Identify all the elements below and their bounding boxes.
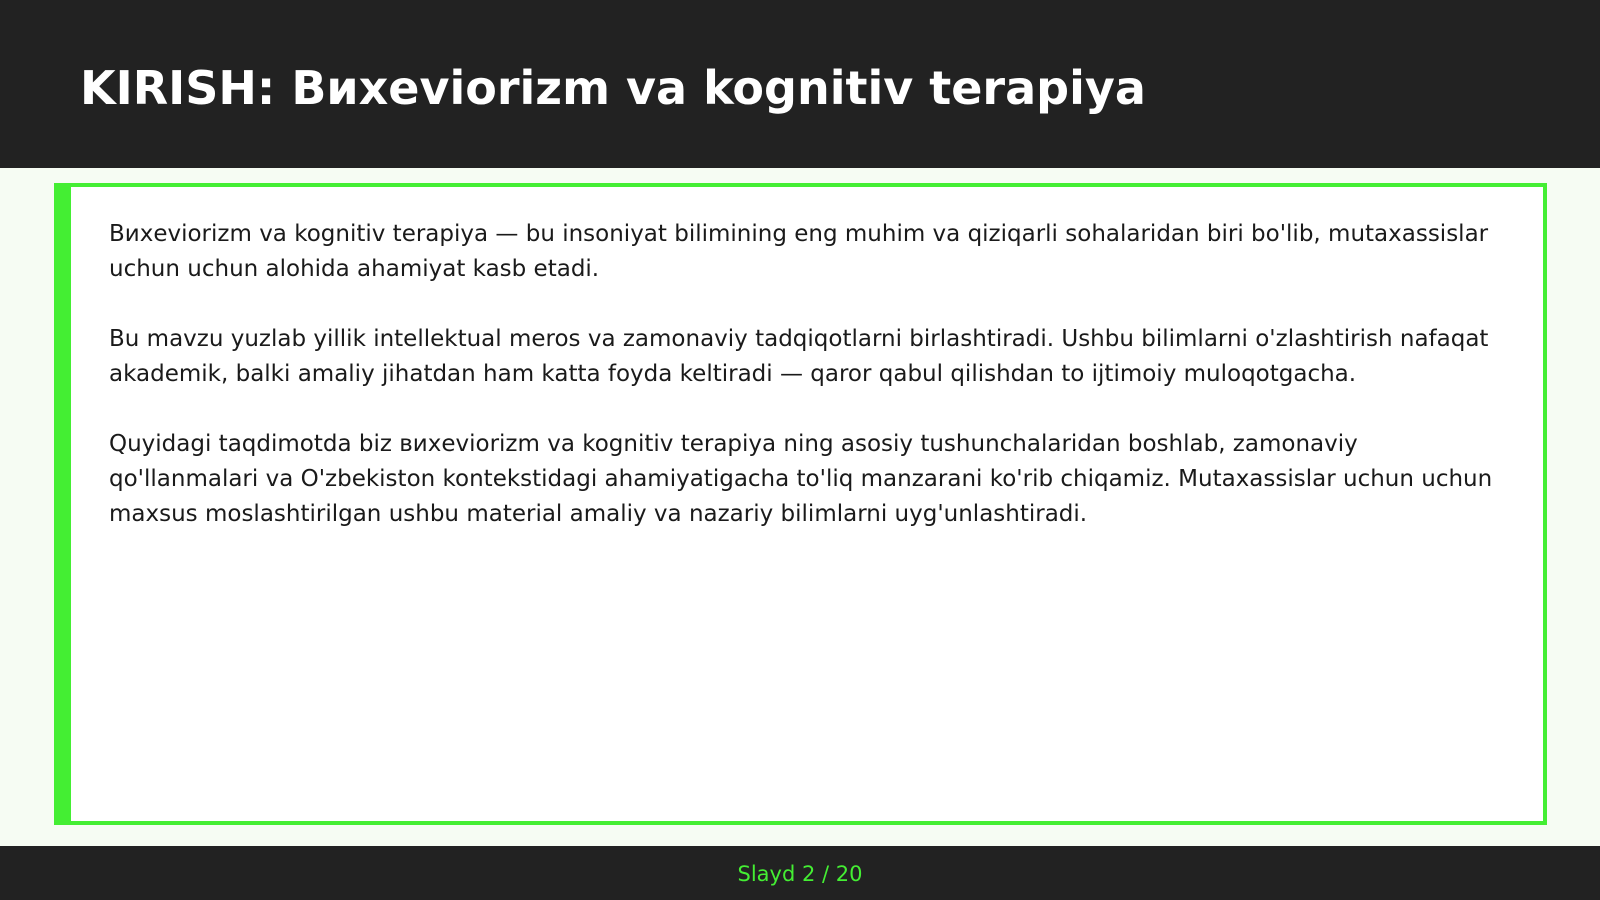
paragraph-2: Bu mavzu yuzlab yillik intellektual meros va zamonaviy tadqiqotlarni birlashtiradi. Ushbu bilimlarni o'zlashtirish nafaqat akademik, balki amaliy jihatdan ham katta foyda keltiradi — qaror qabul qilishdan to ijtimoiy muloqotgacha. [109,326,1489,387]
slide-footer [0,846,1600,900]
paragraph-3: Quyidagi taqdimotda biz вихeviorizm va kognitiv terapiya ning asosiy tushunchalaridan boshlab, zamonaviy qo'llanmalari va O'zbekiston kontekstidagi ahamiyatigacha to'liq manzarani ko'rib chiqamiz. Mutaxassislar uchun uchun maxsus moslashtirilgan ushbu material amaliy va nazariy bilimlarni uyg'unlashtiradi. [109,431,1493,527]
paragraph-1: Вихeviorizm va kognitiv terapiya — bu insoniyat bilimining eng muhim va qiziqarli sohalaridan biri bo'lib, mutaxassislar uchun uchun alohida ahamiyat kasb etadi. [109,221,1489,282]
slide-title: KIRISH: Вихeviorizm va kognitiv terapiya [80,61,1146,115]
content-box [54,183,1547,825]
slide-header [0,0,1600,168]
slide-content [109,217,1509,567]
slide-counter: Slayd 2 / 20 [737,862,863,886]
